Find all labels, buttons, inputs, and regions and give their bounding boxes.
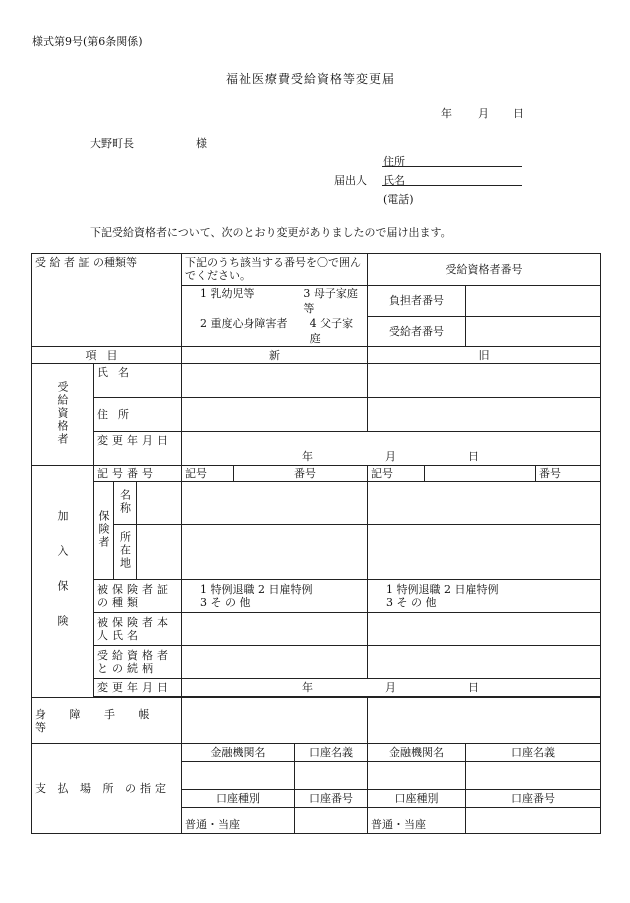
old-account-type-label: 口座種別 (368, 790, 466, 808)
date-day: 日 (513, 107, 524, 120)
page-title: 福祉医療費受給資格等変更届 (226, 72, 396, 86)
insurer-name-old[interactable] (368, 482, 601, 525)
old-account-number-label: 口座番号 (466, 790, 601, 808)
insurer-label: 保険者 (94, 482, 114, 580)
insured-cert-type-new[interactable]: 1 特例退職 2 日雇特例 3 そ の 他 (182, 580, 368, 613)
new-bank-name-label: 金融機関名 (182, 744, 295, 762)
cert-option-1[interactable]: 1 乳幼児等 (200, 287, 255, 300)
beneficiary-number-field[interactable] (466, 316, 601, 347)
insurance-group-label: 加入保険 (32, 466, 94, 698)
cert-option-4[interactable]: 4 父子家庭 (309, 317, 354, 345)
payer-number-field[interactable] (466, 286, 601, 317)
new-account-number-label: 口座番号 (295, 790, 368, 808)
old-bank-name-label: 金融機関名 (368, 744, 466, 762)
insurer-location-old[interactable] (368, 525, 601, 580)
disability-handbook-new[interactable] (182, 698, 368, 744)
insured-person-name-old[interactable] (368, 613, 601, 646)
name-line (382, 185, 522, 186)
cert-option-3[interactable]: 3 母子家庭等 (303, 287, 358, 315)
disability-handbook-old[interactable] (368, 698, 601, 744)
insurer-location-new[interactable] (182, 525, 368, 580)
old-account-holder-label: 口座名義 (466, 744, 601, 762)
address-line (382, 166, 522, 167)
cert-type-instruction: 下記のうち該当する番号を〇で囲んでください。 (182, 254, 368, 286)
recipient-number-label: 受給資格者番号 (368, 254, 601, 286)
insured-person-name-label: 被保険者本人氏名 (94, 613, 182, 646)
recipient: 大野町長 (90, 137, 134, 150)
insured-cert-type-label: 被保険者証の種類 (94, 580, 182, 613)
insurer-name-new[interactable] (182, 482, 368, 525)
beneficiary-number-label: 受給者番号 (368, 316, 466, 347)
old-kigo-label: 記号 (368, 466, 425, 482)
relationship-old[interactable] (368, 646, 601, 679)
insurer-location-label: 所在地 (114, 525, 137, 580)
qualifier-group-label: 受給資格者 (32, 364, 94, 466)
honorific: 様 (196, 137, 207, 150)
qualifier-address-new[interactable] (182, 398, 368, 432)
cert-type-label: 受 給 者 証 の種類等 (32, 254, 182, 347)
disability-handbook-label: 身 障 手 帳 等 (32, 698, 182, 744)
cert-options (182, 286, 368, 347)
new-account-type-value[interactable]: 普通・当座 (182, 808, 295, 834)
new-account-number-field[interactable] (295, 808, 368, 834)
old-account-type-value[interactable]: 普通・当座 (368, 808, 466, 834)
qualifier-change-date-label: 変更年月日 (94, 432, 182, 466)
insurance-change-date-field[interactable]: 年 月 日 (182, 679, 601, 697)
old-account-number-field[interactable] (466, 808, 601, 834)
col-new-header: 新 (182, 347, 368, 364)
form-table (31, 253, 601, 834)
qualifier-address-label: 住所 (94, 398, 182, 432)
address-label: 住所 (383, 155, 405, 168)
applicant-label: 届出人 (334, 174, 367, 187)
qualifier-change-date-field[interactable]: 年 月 日 (182, 432, 601, 466)
cert-option-2[interactable]: 2 重度心身障害者 (200, 317, 288, 330)
insurance-change-date-label: 変更年月日 (94, 679, 182, 697)
relationship-new[interactable] (182, 646, 368, 679)
insurer-name-label: 名称 (114, 482, 137, 525)
new-account-holder-field[interactable] (295, 762, 368, 790)
old-bank-name-field[interactable] (368, 762, 466, 790)
insured-cert-type-old[interactable]: 1 特例退職 2 日雇特例 3 そ の 他 (368, 580, 601, 613)
qualifier-name-old[interactable] (368, 364, 601, 398)
kigo-bango-label: 記号番号 (94, 466, 182, 482)
new-account-holder-label: 口座名義 (295, 744, 368, 762)
qualifier-name-new[interactable] (182, 364, 368, 398)
payer-number-label: 負担者番号 (368, 286, 466, 317)
old-bango-label: 番号 (536, 466, 601, 482)
insurer-name-spacer (137, 482, 182, 525)
insurer-location-spacer (137, 525, 182, 580)
date-month: 月 (478, 107, 489, 120)
qualifier-address-old[interactable] (368, 398, 601, 432)
date-year: 年 (441, 107, 452, 120)
intro-text: 下記受給資格者について、次のとおり変更がありましたので届け出ます。 (90, 226, 452, 239)
relationship-label: 受給資格者との続柄 (94, 646, 182, 679)
insured-person-name-new[interactable] (182, 613, 368, 646)
payment-place-label: 支 払 場 所 の指定 (32, 744, 182, 834)
qualifier-name-label: 氏名 (94, 364, 182, 398)
form-reference: 様式第9号(第6条関係) (32, 35, 143, 48)
new-bank-name-field[interactable] (182, 762, 295, 790)
name-label: 氏名 (383, 174, 405, 187)
new-bango-cell[interactable]: 番号 (234, 466, 368, 482)
new-account-type-label: 口座種別 (182, 790, 295, 808)
col-item-header: 項目 (32, 347, 182, 364)
phone-label: (電話) (383, 193, 414, 206)
old-kigo-field[interactable] (425, 466, 536, 482)
new-kigo-label: 記号 (182, 466, 234, 482)
col-old-header: 旧 (368, 347, 601, 364)
old-account-holder-field[interactable] (466, 762, 601, 790)
